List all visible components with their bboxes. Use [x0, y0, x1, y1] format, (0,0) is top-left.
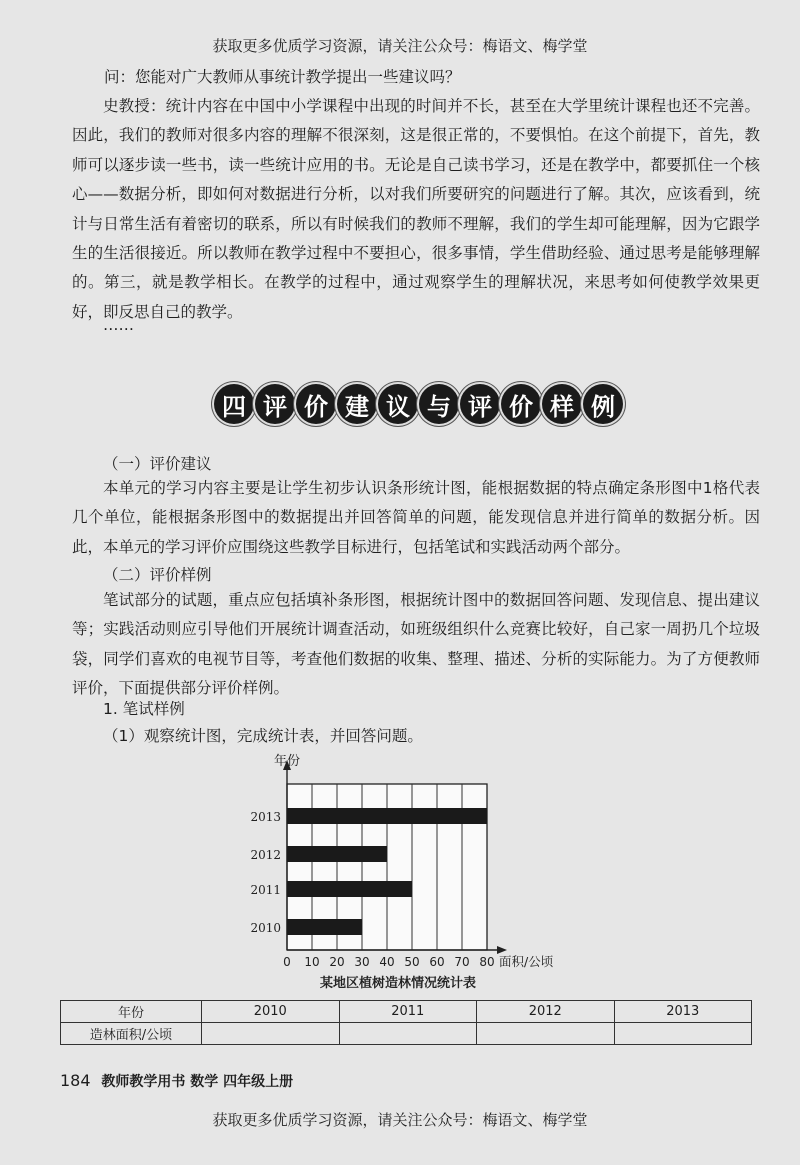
table-header-cell: 2010 — [202, 1001, 340, 1023]
heading-evaluation-samples: （二）评价样例 — [103, 566, 212, 584]
interview-answer: 史教授：统计内容在中国中小学课程中出现的时间并不长，甚至在大学里统计课程也还不完善。因此，我们的教师对很多内容的理解不很深刻，这是很正常的，不要惧怕。在这个前提下，首先，教师可以逐步读一些书，读一些统计应用的书。无论是自己读书学习，还是在教学中，都要抓住一个核心——数据分析，即如何对数据进行分析，以对我们所要研究的问题进行了解。其次，应该看到，统计与日常生活有着密切的联系，所以有时候我们的教师不理解，我们的学生却可能理解，因为它跟学生的生活很接近。所以教师在教学过程中不要担心，很多事情，学生借助经验、通过思考是能够理解的。第三，就是教学相长。在教学的过程中，通过观察学生的理解状况，来思考如何使教学效果更好，即反思自己的教学。 — [72, 97, 760, 321]
table-row — [61, 1023, 752, 1045]
x-tick-label: 0 — [283, 955, 291, 969]
section-title-char: 样 — [542, 384, 582, 424]
bar — [287, 808, 487, 824]
statistics-table — [60, 1000, 752, 1045]
x-tick-label: 80 — [479, 955, 495, 969]
x-tick-label: 30 — [354, 955, 370, 969]
table-blank-cell[interactable] — [477, 1023, 615, 1045]
x-tick-label: 20 — [329, 955, 345, 969]
x-axis-label: 面积/公顷 — [499, 954, 554, 969]
section-title-char: 议 — [378, 384, 418, 424]
table-header-cell: 2011 — [339, 1001, 477, 1023]
table-header-row — [61, 1001, 752, 1023]
bar — [287, 846, 387, 862]
book-title: 教师教学用书 数学 四年级上册 — [101, 1074, 294, 1090]
header-banner: 获取更多优质学习资源，请关注公众号：梅语文、梅学堂 — [212, 37, 588, 55]
page-number: 184 — [60, 1071, 91, 1090]
evaluation-advice-body: 本单元的学习内容主要是让学生初步认识条形统计图，能根据数据的特点确定条形图中1格代表几个单位，能根据条形图中的数据提出并回答简单的问题，能发现信息并进行简单的数据分析。因此，本单元的学习评价应围绕这些教学目标进行，包括笔试和实践活动两个部分。 — [72, 479, 760, 556]
section-title-char: 与 — [419, 384, 459, 424]
bar — [287, 881, 412, 897]
question-1-prompt: （1）观察统计图，完成统计表，并回答问题。 — [103, 727, 423, 745]
table-row-label: 造林面积/公顷 — [61, 1023, 202, 1045]
table-blank-cell[interactable] — [614, 1023, 752, 1045]
interview-question: 问：您能对广大教师从事统计教学提出一些建议吗？ — [104, 68, 461, 86]
section-title-char: 四 — [214, 384, 254, 424]
table-header-cell: 2012 — [477, 1001, 615, 1023]
table-blank-cell[interactable] — [339, 1023, 477, 1045]
section-title-char: 价 — [296, 384, 336, 424]
bar — [287, 919, 362, 935]
section-title-char: 建 — [337, 384, 377, 424]
x-tick-label: 50 — [404, 955, 420, 969]
ellipsis: …… — [103, 316, 134, 334]
page-footer — [60, 1071, 293, 1091]
chart-title: 某地区植树造林情况统计表 — [319, 976, 477, 991]
section-title-char: 例 — [583, 384, 623, 424]
x-axis-arrow — [497, 946, 507, 954]
table-header-cell: 年份 — [61, 1001, 202, 1023]
y-tick-label: 2011 — [250, 883, 281, 897]
table-header-cell: 2013 — [614, 1001, 752, 1023]
x-tick-label: 60 — [429, 955, 445, 969]
written-sample-heading: 1. 笔试样例 — [103, 700, 185, 718]
section-title-char: 评 — [255, 384, 295, 424]
y-tick-label: 2010 — [250, 921, 281, 935]
heading-evaluation-advice: （一）评价建议 — [103, 455, 212, 473]
table-blank-cell[interactable] — [202, 1023, 340, 1045]
y-tick-label: 2012 — [250, 848, 281, 862]
section-title-char: 价 — [501, 384, 541, 424]
y-tick-label: 2013 — [250, 810, 281, 824]
x-tick-label: 10 — [304, 955, 320, 969]
y-axis-label: 年份 — [273, 754, 301, 769]
evaluation-samples-body: 笔试部分的试题，重点应包括填补条形图，根据统计图中的数据回答问题、发现信息、提出建议等；实践活动则应引导他们开展统计调查活动，如班级组织什么竞赛比较好，自己家一周扔几个垃圾袋，同学们喜欢的电视节目等，考查他们数据的收集、整理、描述、分析的实际能力。为了方便教师评价，下面提供部分评价样例。 — [72, 591, 760, 698]
x-tick-label: 70 — [454, 955, 470, 969]
x-tick-label: 40 — [379, 955, 395, 969]
section-title-char: 评 — [460, 384, 500, 424]
footer-banner: 获取更多优质学习资源，请关注公众号：梅语文、梅学堂 — [212, 1111, 588, 1129]
